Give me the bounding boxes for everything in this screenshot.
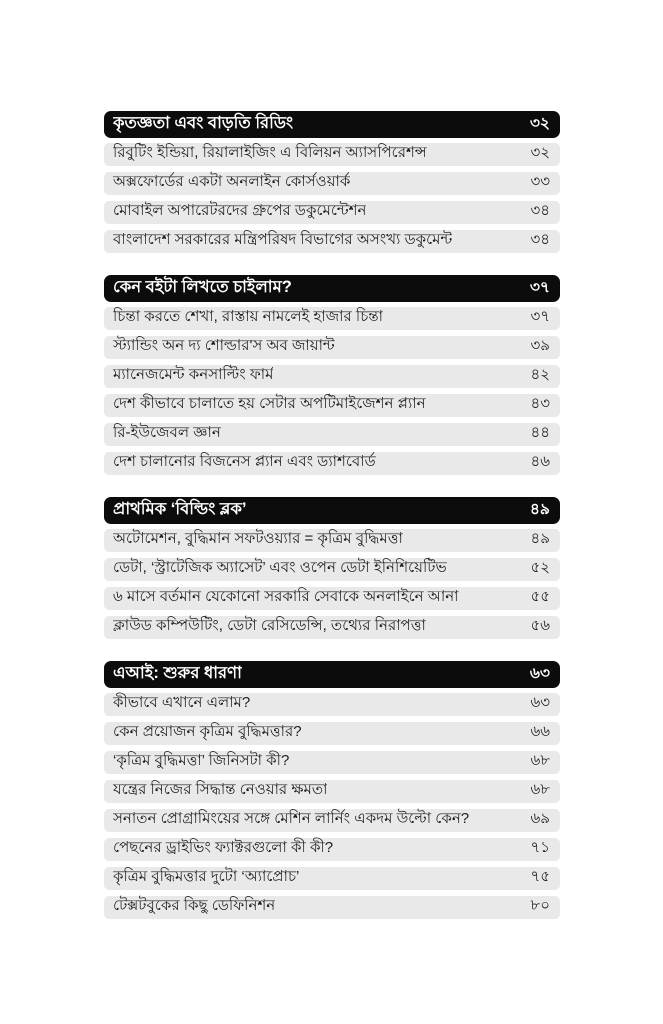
entry-title: মোবাইল অপারেটরদের গ্রুপের ডকুমেন্টেশন — [113, 202, 367, 219]
section-page-number: ৩২ — [529, 114, 550, 132]
entry-title: সনাতন প্রোগ্রামিংয়ের সঙ্গে মেশিন লার্নিং একদম উল্টো কেন? — [113, 810, 470, 827]
section-title: প্রাথমিক ‘বিল্ডিং ব্লক’ — [113, 500, 247, 518]
toc-entry[interactable] — [104, 230, 560, 253]
entry-page-number: ৭১ — [530, 839, 550, 856]
entry-title: রিবুটিং ইন্ডিয়া, রিয়ালাইজিং এ বিলিয়ন অ্যাসপিরেশন্স — [113, 144, 427, 161]
entry-page-number: ৬৬ — [530, 723, 550, 740]
toc-entry[interactable] — [104, 722, 560, 745]
entry-title: স্ট্যান্ডিং অন দ্য শোল্ডার'স অব জায়ান্ট — [113, 337, 335, 354]
toc-entry[interactable] — [104, 616, 560, 639]
entry-page-number: ৫৫ — [530, 588, 550, 605]
entry-page-number: ৩২ — [530, 144, 550, 161]
toc-entry[interactable] — [104, 529, 560, 552]
entry-page-number: ৬৮ — [530, 781, 550, 798]
entry-page-number: ৪২ — [530, 366, 550, 383]
entry-page-number: ৫৬ — [530, 617, 550, 634]
toc-entry[interactable] — [104, 751, 560, 774]
entry-title: ম্যানেজমেন্ট কনসাল্টিং ফার্ম — [113, 366, 274, 383]
entry-page-number: ৬৩ — [530, 694, 550, 711]
entry-title: অটোমেশন, বুদ্ধিমান সফটওয়্যার = কৃত্রিম বুদ্ধিমত্তা — [113, 530, 403, 547]
toc-entry[interactable] — [104, 394, 560, 417]
toc-section — [104, 275, 560, 475]
section-page-number: ৩৭ — [529, 278, 550, 296]
toc-entry[interactable] — [104, 587, 560, 610]
section-page-number: ৬৩ — [529, 664, 550, 682]
entry-page-number: ৪৩ — [530, 395, 550, 412]
entry-title: ক্লাউড কম্পিউটিং, ডেটা রেসিডেন্সি, তথ্যের নিরাপত্তা — [113, 617, 426, 634]
entry-title: রি-ইউজেবল জ্ঞান — [113, 424, 221, 441]
entry-page-number: ৩৩ — [530, 173, 550, 190]
entry-page-number: ৪৯ — [530, 530, 550, 547]
toc-entry[interactable] — [104, 867, 560, 890]
entry-title: দেশ চালানোর বিজনেস প্ল্যান এবং ড্যাশবোর্ড — [113, 453, 376, 470]
toc-entry[interactable] — [104, 201, 560, 224]
toc-entry[interactable] — [104, 365, 560, 388]
entry-title: ‘কৃত্রিম বুদ্ধিমত্তা’ জিনিসটা কী? — [113, 752, 290, 769]
section-title: কৃতজ্ঞতা এবং বাড়তি রিডিং — [113, 114, 294, 132]
entry-page-number: ৮০ — [530, 897, 550, 914]
toc-entry[interactable] — [104, 558, 560, 581]
entry-title: বাংলাদেশ সরকারের মন্ত্রিপরিষদ বিভাগের অসংখ্য ডকুমেন্ট — [113, 231, 453, 248]
toc-entry[interactable] — [104, 809, 560, 832]
entry-title: চিন্তা করতে শেখা, রাস্তায় নামলেই হাজার চিন্তা — [113, 308, 383, 325]
toc-section — [104, 497, 560, 639]
toc-section-header[interactable] — [104, 497, 560, 524]
section-page-number: ৪৯ — [529, 500, 550, 518]
entry-page-number: ৩৪ — [530, 231, 550, 248]
entry-title: পেছনের ড্রাইভিং ফ্যাক্টরগুলো কী কী? — [113, 839, 334, 856]
toc-section — [104, 661, 560, 919]
entry-page-number: ৭৫ — [530, 868, 550, 885]
entry-title: টেক্সটবুকের কিছু ডেফিনিশন — [113, 897, 276, 914]
toc-entry[interactable] — [104, 693, 560, 716]
table-of-contents — [104, 111, 560, 919]
entry-title: ডেটা, ‘স্ট্রাটেজিক অ্যাসেট’ এবং ওপেন ডেটা ইনিশিয়েটিভ — [113, 559, 447, 576]
toc-entry[interactable] — [104, 780, 560, 803]
toc-section — [104, 111, 560, 253]
entry-page-number: ৩৯ — [530, 337, 550, 354]
toc-entry[interactable] — [104, 896, 560, 919]
toc-section-header[interactable] — [104, 661, 560, 688]
toc-entry[interactable] — [104, 336, 560, 359]
toc-entry[interactable] — [104, 172, 560, 195]
entry-title: কীভাবে এখানে এলাম? — [113, 694, 251, 711]
toc-entry[interactable] — [104, 423, 560, 446]
entry-title: যন্ত্রের নিজের সিদ্ধান্ত নেওয়ার ক্ষমতা — [113, 781, 328, 798]
entry-title: কেন প্রয়োজন কৃত্রিম বুদ্ধিমত্তার? — [113, 723, 302, 740]
toc-entry[interactable] — [104, 838, 560, 861]
entry-page-number: ৬৮ — [530, 752, 550, 769]
section-title: কেন বইটা লিখতে চাইলাম? — [113, 278, 292, 296]
entry-title: কৃত্রিম বুদ্ধিমত্তার দুটো ‘অ্যাপ্রোচ’ — [113, 868, 300, 885]
entry-page-number: ৪৬ — [530, 453, 550, 470]
entry-title: অক্সফোর্ডের একটা অনলাইন কোর্সওয়ার্ক — [113, 173, 351, 190]
toc-section-header[interactable] — [104, 111, 560, 138]
entry-page-number: ৩৪ — [530, 202, 550, 219]
toc-entry[interactable] — [104, 452, 560, 475]
entry-page-number: ৬৯ — [530, 810, 550, 827]
entry-page-number: ৪৪ — [530, 424, 550, 441]
section-title: এআই: শুরুর ধারণা — [113, 664, 242, 682]
entry-page-number: ৩৭ — [530, 308, 550, 325]
toc-entry[interactable] — [104, 307, 560, 330]
toc-section-header[interactable] — [104, 275, 560, 302]
entry-title: ৬ মাসে বর্তমান যেকোনো সরকারি সেবাকে অনলাইনে আনা — [113, 588, 459, 605]
entry-page-number: ৫২ — [530, 559, 550, 576]
toc-entry[interactable] — [104, 143, 560, 166]
entry-title: দেশ কীভাবে চালাতে হয় সেটার অপটিমাইজেশন প্ল্যান — [113, 395, 426, 412]
